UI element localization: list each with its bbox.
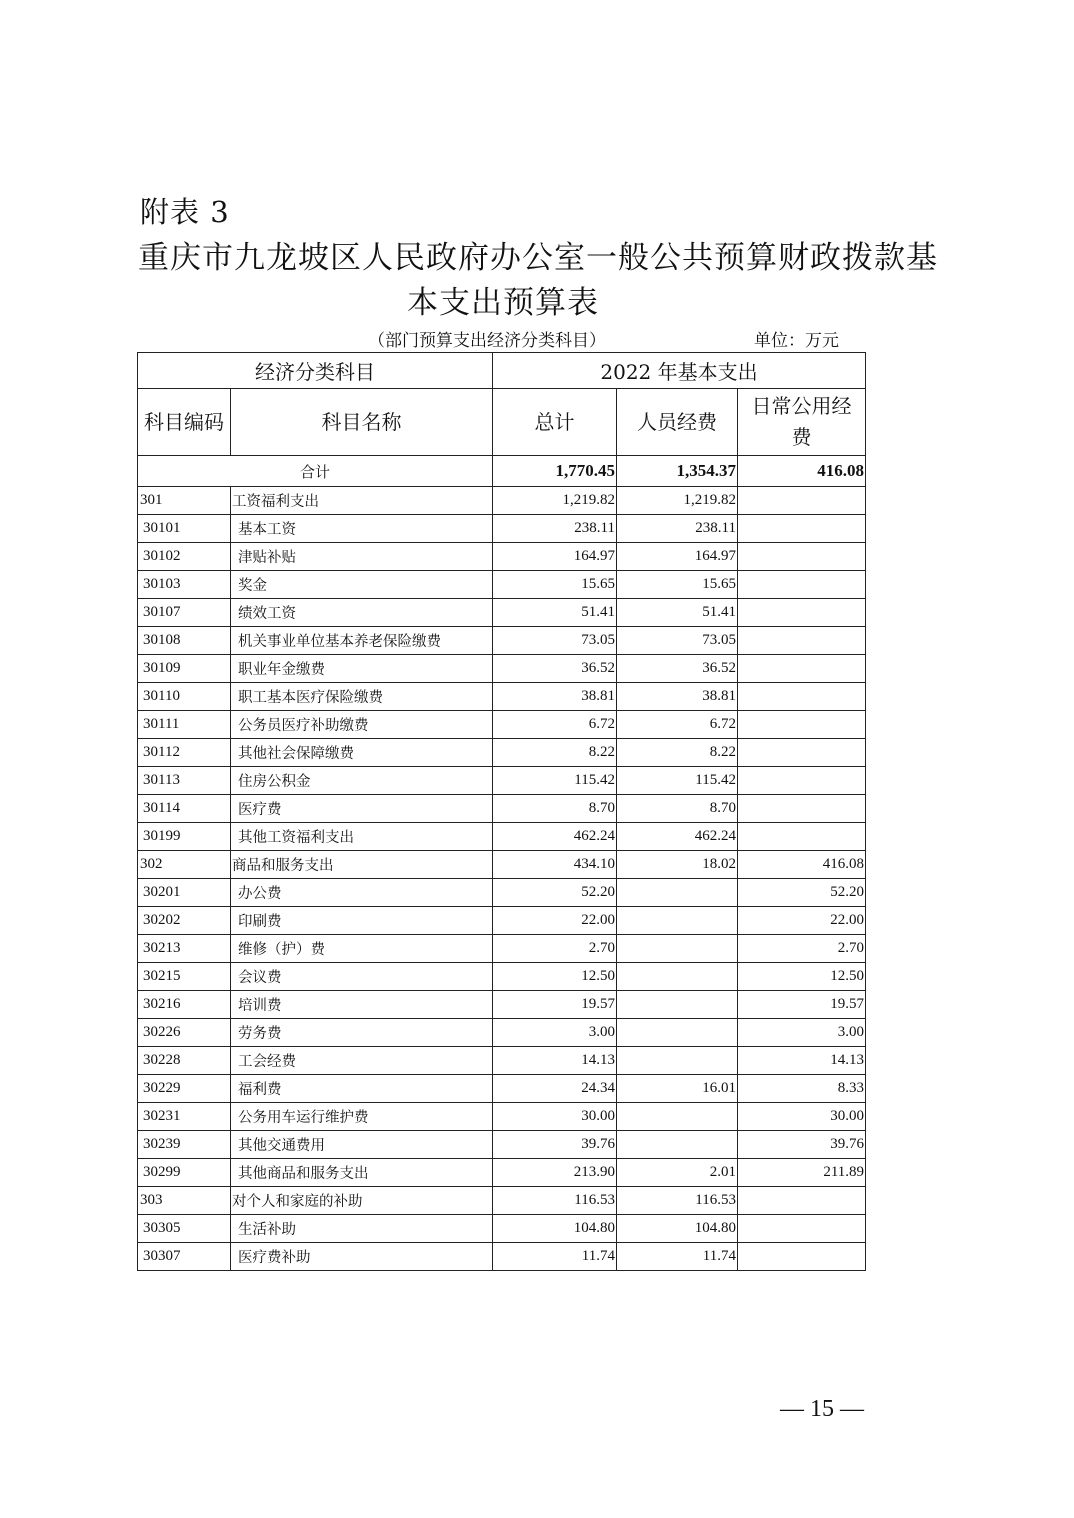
cell-code: 30201 <box>138 879 231 907</box>
cell-code: 30103 <box>138 571 231 599</box>
cell-personnel <box>617 991 738 1019</box>
cell-public: 19.57 <box>738 991 866 1019</box>
cell-code: 30101 <box>138 515 231 543</box>
title-line-2: 本支出预算表 <box>407 285 599 321</box>
cell-personnel: 1,219.82 <box>617 487 738 515</box>
cell-code: 30108 <box>138 627 231 655</box>
header-public-line-2: 费 <box>791 425 812 449</box>
cell-total: 6.72 <box>493 711 617 739</box>
cell-name: 其他工资福利支出 <box>231 823 493 851</box>
cell-total: 164.97 <box>493 543 617 571</box>
header-personnel: 人员经费 <box>617 389 738 456</box>
cell-name: 工会经费 <box>231 1047 493 1075</box>
cell-name: 生活补助 <box>231 1215 493 1243</box>
cell-name: 会议费 <box>231 963 493 991</box>
cell-code: 30216 <box>138 991 231 1019</box>
cell-total: 104.80 <box>493 1215 617 1243</box>
header-economic-classification: 经济分类科目 <box>138 353 493 389</box>
cell-name: 印刷费 <box>231 907 493 935</box>
cell-name: 办公费 <box>231 879 493 907</box>
cell-total: 14.13 <box>493 1047 617 1075</box>
cell-code: 30231 <box>138 1103 231 1131</box>
table-row <box>138 571 866 599</box>
cell-code: 301 <box>138 487 231 515</box>
table-row <box>138 795 866 823</box>
cell-name: 福利费 <box>231 1075 493 1103</box>
cell-total: 116.53 <box>493 1187 617 1215</box>
cell-name: 住房公积金 <box>231 767 493 795</box>
cell-code: 30228 <box>138 1047 231 1075</box>
header-group-row <box>138 353 866 389</box>
cell-personnel: 36.52 <box>617 655 738 683</box>
total-amount: 1,770.45 <box>493 456 617 487</box>
cell-code: 30213 <box>138 935 231 963</box>
cell-personnel <box>617 907 738 935</box>
cell-personnel: 104.80 <box>617 1215 738 1243</box>
cell-personnel <box>617 879 738 907</box>
cell-code: 302 <box>138 851 231 879</box>
page-number: — 15 — <box>780 1396 864 1422</box>
cell-public <box>738 627 866 655</box>
cell-name: 其他商品和服务支出 <box>231 1159 493 1187</box>
cell-personnel <box>617 1047 738 1075</box>
cell-public <box>738 543 866 571</box>
table-row <box>138 1159 866 1187</box>
budget-table <box>137 352 866 1271</box>
cell-total: 3.00 <box>493 1019 617 1047</box>
unit-label: 单位：万元 <box>754 331 839 351</box>
cell-total: 38.81 <box>493 683 617 711</box>
cell-code: 303 <box>138 1187 231 1215</box>
table-row <box>138 599 866 627</box>
header-name: 科目名称 <box>231 389 493 456</box>
cell-public: 30.00 <box>738 1103 866 1131</box>
header-public-line-1: 日常公用经 <box>751 394 852 418</box>
cell-code: 30305 <box>138 1215 231 1243</box>
cell-personnel: 2.01 <box>617 1159 738 1187</box>
cell-name: 公务用车运行维护费 <box>231 1103 493 1131</box>
cell-total: 115.42 <box>493 767 617 795</box>
cell-total: 434.10 <box>493 851 617 879</box>
cell-code: 30202 <box>138 907 231 935</box>
cell-public <box>738 823 866 851</box>
table-row <box>138 879 866 907</box>
header-public <box>738 389 866 456</box>
cell-name: 其他交通费用 <box>231 1131 493 1159</box>
cell-code: 30110 <box>138 683 231 711</box>
cell-total: 22.00 <box>493 907 617 935</box>
cell-public: 2.70 <box>738 935 866 963</box>
table-row <box>138 627 866 655</box>
cell-total: 8.70 <box>493 795 617 823</box>
cell-code: 30307 <box>138 1243 231 1271</box>
cell-name: 基本工资 <box>231 515 493 543</box>
cell-name: 机关事业单位基本养老保险缴费 <box>231 627 493 655</box>
cell-personnel: 73.05 <box>617 627 738 655</box>
table-row <box>138 487 866 515</box>
cell-personnel: 238.11 <box>617 515 738 543</box>
cell-code: 30229 <box>138 1075 231 1103</box>
table-row <box>138 1215 866 1243</box>
cell-name: 职业年金缴费 <box>231 655 493 683</box>
cell-public <box>738 711 866 739</box>
cell-code: 30199 <box>138 823 231 851</box>
cell-public <box>738 767 866 795</box>
table-row <box>138 739 866 767</box>
cell-personnel <box>617 1131 738 1159</box>
cell-total: 30.00 <box>493 1103 617 1131</box>
cell-public: 52.20 <box>738 879 866 907</box>
cell-name: 工资福利支出 <box>231 487 493 515</box>
cell-total: 1,219.82 <box>493 487 617 515</box>
cell-public <box>738 683 866 711</box>
cell-public <box>738 487 866 515</box>
cell-total: 73.05 <box>493 627 617 655</box>
cell-public <box>738 1187 866 1215</box>
cell-public: 3.00 <box>738 1019 866 1047</box>
table-row <box>138 655 866 683</box>
cell-public: 12.50 <box>738 963 866 991</box>
cell-total: 2.70 <box>493 935 617 963</box>
cell-name: 医疗费补助 <box>231 1243 493 1271</box>
cell-code: 30111 <box>138 711 231 739</box>
table-row <box>138 963 866 991</box>
total-public: 416.08 <box>738 456 866 487</box>
cell-public: 14.13 <box>738 1047 866 1075</box>
cell-personnel: 16.01 <box>617 1075 738 1103</box>
total-personnel: 1,354.37 <box>617 456 738 487</box>
cell-personnel: 8.70 <box>617 795 738 823</box>
cell-public <box>738 795 866 823</box>
cell-name: 奖金 <box>231 571 493 599</box>
table-row <box>138 1131 866 1159</box>
cell-personnel: 116.53 <box>617 1187 738 1215</box>
cell-code: 30299 <box>138 1159 231 1187</box>
cell-total: 15.65 <box>493 571 617 599</box>
cell-total: 39.76 <box>493 1131 617 1159</box>
cell-public: 39.76 <box>738 1131 866 1159</box>
cell-personnel: 18.02 <box>617 851 738 879</box>
cell-name: 商品和服务支出 <box>231 851 493 879</box>
total-row <box>138 456 866 487</box>
cell-name: 维修（护）费 <box>231 935 493 963</box>
cell-personnel <box>617 963 738 991</box>
header-basic-expenditure: 2022 年基本支出 <box>493 353 866 389</box>
cell-total: 213.90 <box>493 1159 617 1187</box>
cell-name: 公务员医疗补助缴费 <box>231 711 493 739</box>
table-row <box>138 823 866 851</box>
cell-code: 30102 <box>138 543 231 571</box>
table-row <box>138 935 866 963</box>
table-row <box>138 711 866 739</box>
total-label: 合计 <box>138 456 493 487</box>
cell-total: 24.34 <box>493 1075 617 1103</box>
cell-name: 其他社会保障缴费 <box>231 739 493 767</box>
cell-code: 30109 <box>138 655 231 683</box>
cell-total: 238.11 <box>493 515 617 543</box>
cell-public: 8.33 <box>738 1075 866 1103</box>
cell-code: 30114 <box>138 795 231 823</box>
cell-name: 培训费 <box>231 991 493 1019</box>
cell-personnel: 6.72 <box>617 711 738 739</box>
cell-name: 对个人和家庭的补助 <box>231 1187 493 1215</box>
cell-code: 30113 <box>138 767 231 795</box>
cell-total: 52.20 <box>493 879 617 907</box>
cell-personnel: 15.65 <box>617 571 738 599</box>
cell-personnel <box>617 1103 738 1131</box>
cell-public <box>738 739 866 767</box>
cell-personnel: 38.81 <box>617 683 738 711</box>
cell-name: 医疗费 <box>231 795 493 823</box>
cell-public: 211.89 <box>738 1159 866 1187</box>
cell-personnel: 115.42 <box>617 767 738 795</box>
cell-code: 30112 <box>138 739 231 767</box>
cell-personnel: 8.22 <box>617 739 738 767</box>
cell-personnel: 462.24 <box>617 823 738 851</box>
annex-label: 附表 3 <box>140 195 230 229</box>
table-row <box>138 851 866 879</box>
table-row <box>138 767 866 795</box>
cell-total: 36.52 <box>493 655 617 683</box>
cell-code: 30239 <box>138 1131 231 1159</box>
cell-code: 30107 <box>138 599 231 627</box>
table-row <box>138 683 866 711</box>
table-row <box>138 1047 866 1075</box>
table-row <box>138 1243 866 1271</box>
table-row <box>138 991 866 1019</box>
header-code: 科目编码 <box>138 389 231 456</box>
cell-total: 11.74 <box>493 1243 617 1271</box>
cell-personnel: 11.74 <box>617 1243 738 1271</box>
table-row <box>138 543 866 571</box>
cell-personnel <box>617 1019 738 1047</box>
table-row <box>138 1187 866 1215</box>
cell-total: 462.24 <box>493 823 617 851</box>
cell-public <box>738 655 866 683</box>
cell-public: 22.00 <box>738 907 866 935</box>
cell-name: 职工基本医疗保险缴费 <box>231 683 493 711</box>
table-row <box>138 515 866 543</box>
cell-total: 51.41 <box>493 599 617 627</box>
cell-personnel: 164.97 <box>617 543 738 571</box>
table-row <box>138 1075 866 1103</box>
cell-public <box>738 1215 866 1243</box>
cell-public <box>738 1243 866 1271</box>
title-line-1: 重庆市九龙坡区人民政府办公室一般公共预算财政拨款基 <box>138 240 938 276</box>
page-title <box>138 236 938 326</box>
cell-code: 30215 <box>138 963 231 991</box>
header-total: 总计 <box>493 389 617 456</box>
cell-public <box>738 571 866 599</box>
table-row <box>138 907 866 935</box>
cell-total: 19.57 <box>493 991 617 1019</box>
cell-code: 30226 <box>138 1019 231 1047</box>
table-row <box>138 1103 866 1131</box>
subtitle: （部门预算支出经济分类科目） <box>368 331 606 351</box>
cell-public <box>738 515 866 543</box>
cell-name: 津贴补贴 <box>231 543 493 571</box>
table-row <box>138 1019 866 1047</box>
cell-public: 416.08 <box>738 851 866 879</box>
cell-personnel: 51.41 <box>617 599 738 627</box>
cell-name: 劳务费 <box>231 1019 493 1047</box>
cell-name: 绩效工资 <box>231 599 493 627</box>
cell-personnel <box>617 935 738 963</box>
cell-total: 12.50 <box>493 963 617 991</box>
cell-public <box>738 599 866 627</box>
cell-total: 8.22 <box>493 739 617 767</box>
header-column-row <box>138 389 866 456</box>
